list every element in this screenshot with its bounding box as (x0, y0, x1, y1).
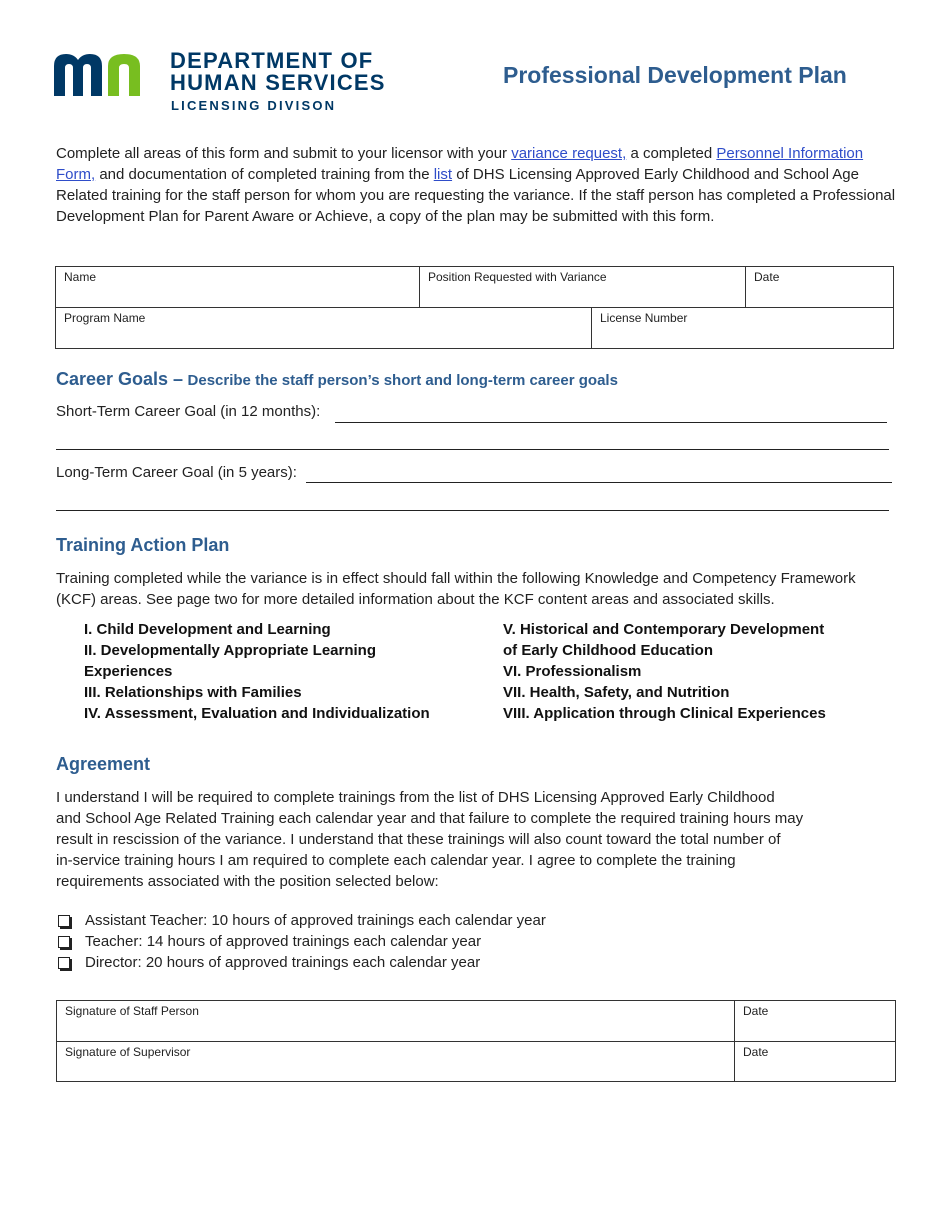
page-title: Professional Development Plan (503, 62, 847, 88)
agreement-heading: Agreement (56, 754, 151, 774)
date-label: Date (754, 270, 780, 284)
kcf-item: V. Historical and Contemporary Development (503, 621, 825, 638)
kcf-item: I. Child Development and Learning (84, 621, 331, 638)
staff-date-label: Date (743, 1004, 769, 1018)
long-term-goal-input-line2[interactable] (56, 510, 889, 511)
supervisor-signature-field[interactable] (57, 1042, 735, 1082)
supervisor-signature-label: Signature of Supervisor (65, 1045, 191, 1059)
program-name-field[interactable] (56, 308, 592, 349)
option-director[interactable] (56, 952, 546, 973)
intro-text-2: a completed (626, 145, 717, 162)
intro-text-4: of DHS Licensing Approved Early Childhood and School Age Related training for the staff person for whom you are requesting the variance. If the staff person has completed a Professional Development Plan for Parent Aware or Achieve, a copy of the plan may be submitted with this form. (56, 166, 896, 225)
kcf-list-right (503, 619, 826, 724)
intro-paragraph (56, 143, 896, 227)
program-name-label: Program Name (64, 311, 146, 325)
personnel-form-link[interactable]: Personnel Information Form, (56, 145, 864, 183)
agreement-line: result in rescission of the variance. I understand that these trainings will also count toward the total number of (56, 831, 781, 848)
name-label: Name (64, 270, 97, 284)
career-goals-subtitle: Describe the staff person’s short and long-term career goals (187, 372, 618, 389)
position-options (56, 910, 546, 973)
org-name-line1: DEPARTMENT OF (170, 48, 374, 73)
agreement-line: requirements associated with the position selected below: (56, 873, 439, 890)
kcf-item: VI. Professionalism (503, 663, 642, 680)
agreement-line: and School Age Related Training each calendar year and that failure to complete the required training hours may (56, 810, 804, 827)
long-term-goal-input[interactable] (306, 482, 892, 483)
agreement-text (56, 787, 896, 892)
option-label: Assistant Teacher: 10 hours of approved trainings each calendar year (85, 912, 546, 929)
license-number-label: License Number (600, 311, 688, 325)
agreement-line: in-service training hours I am required to complete each calendar year. I agree to complete the training (56, 852, 736, 869)
option-assistant-teacher[interactable] (56, 910, 546, 931)
position-label: Position Requested with Variance (428, 270, 607, 284)
signature-table (56, 1000, 896, 1082)
dhs-logo (54, 50, 424, 120)
training-plan-text: Training completed while the variance is in effect should fall within the following Knowledge and Competency Framework (KCF) areas. See page two for more detailed information about the KCF content areas and associated skills. (56, 570, 856, 608)
short-term-goal-input-line2[interactable] (56, 449, 889, 450)
staff-date-field[interactable] (735, 1001, 896, 1042)
mn-logo-icon (54, 52, 156, 96)
career-goals-title: Career Goals – (56, 369, 184, 389)
kcf-item: of Early Childhood Education (503, 642, 713, 659)
staff-signature-label: Signature of Staff Person (65, 1004, 199, 1018)
intro-text-1: Complete all areas of this form and submit to your licensor with your (56, 145, 512, 162)
kcf-item: VIII. Application through Clinical Experiences (503, 705, 826, 722)
training-list-link[interactable]: list (433, 166, 453, 183)
director-checkbox[interactable] (58, 957, 70, 969)
long-term-goal-label: Long-Term Career Goal (in 5 years): (56, 464, 297, 481)
variance-request-link[interactable]: variance request, (511, 145, 627, 162)
training-plan-heading: Training Action Plan (56, 535, 230, 555)
kcf-item: Experiences (84, 663, 173, 680)
teacher-checkbox[interactable] (58, 936, 70, 948)
supervisor-date-field[interactable] (735, 1042, 896, 1082)
kcf-item: II. Developmentally Appropriate Learning (84, 642, 377, 659)
agreement-line: I understand I will be required to complete trainings from the list of DHS Licensing Approved Early Childhood (56, 789, 775, 806)
option-label: Teacher: 14 hours of approved trainings each calendar year (85, 933, 482, 950)
program-info-table (55, 266, 894, 349)
option-label: Director: 20 hours of approved trainings each calendar year (85, 954, 481, 971)
org-division: LICENSING DIVISON (171, 98, 337, 113)
option-teacher[interactable] (56, 931, 546, 952)
date-field[interactable] (746, 267, 894, 308)
position-field[interactable] (420, 267, 746, 308)
staff-signature-field[interactable] (57, 1001, 735, 1042)
kcf-list-left (84, 619, 430, 724)
license-number-field[interactable] (592, 308, 894, 349)
kcf-item: III. Relationships with Families (84, 684, 302, 701)
short-term-goal-input[interactable] (335, 422, 887, 423)
name-field[interactable] (56, 267, 420, 308)
kcf-item: IV. Assessment, Evaluation and Individualization (84, 705, 430, 722)
supervisor-date-label: Date (743, 1045, 769, 1059)
career-goals-heading (56, 369, 618, 390)
intro-text-3: and documentation of completed training from the (95, 166, 434, 183)
org-name-line2: HUMAN SERVICES (170, 70, 386, 95)
kcf-item: VII. Health, Safety, and Nutrition (503, 684, 730, 701)
short-term-goal-label: Short-Term Career Goal (in 12 months): (56, 403, 321, 420)
assistant-teacher-checkbox[interactable] (58, 915, 70, 927)
